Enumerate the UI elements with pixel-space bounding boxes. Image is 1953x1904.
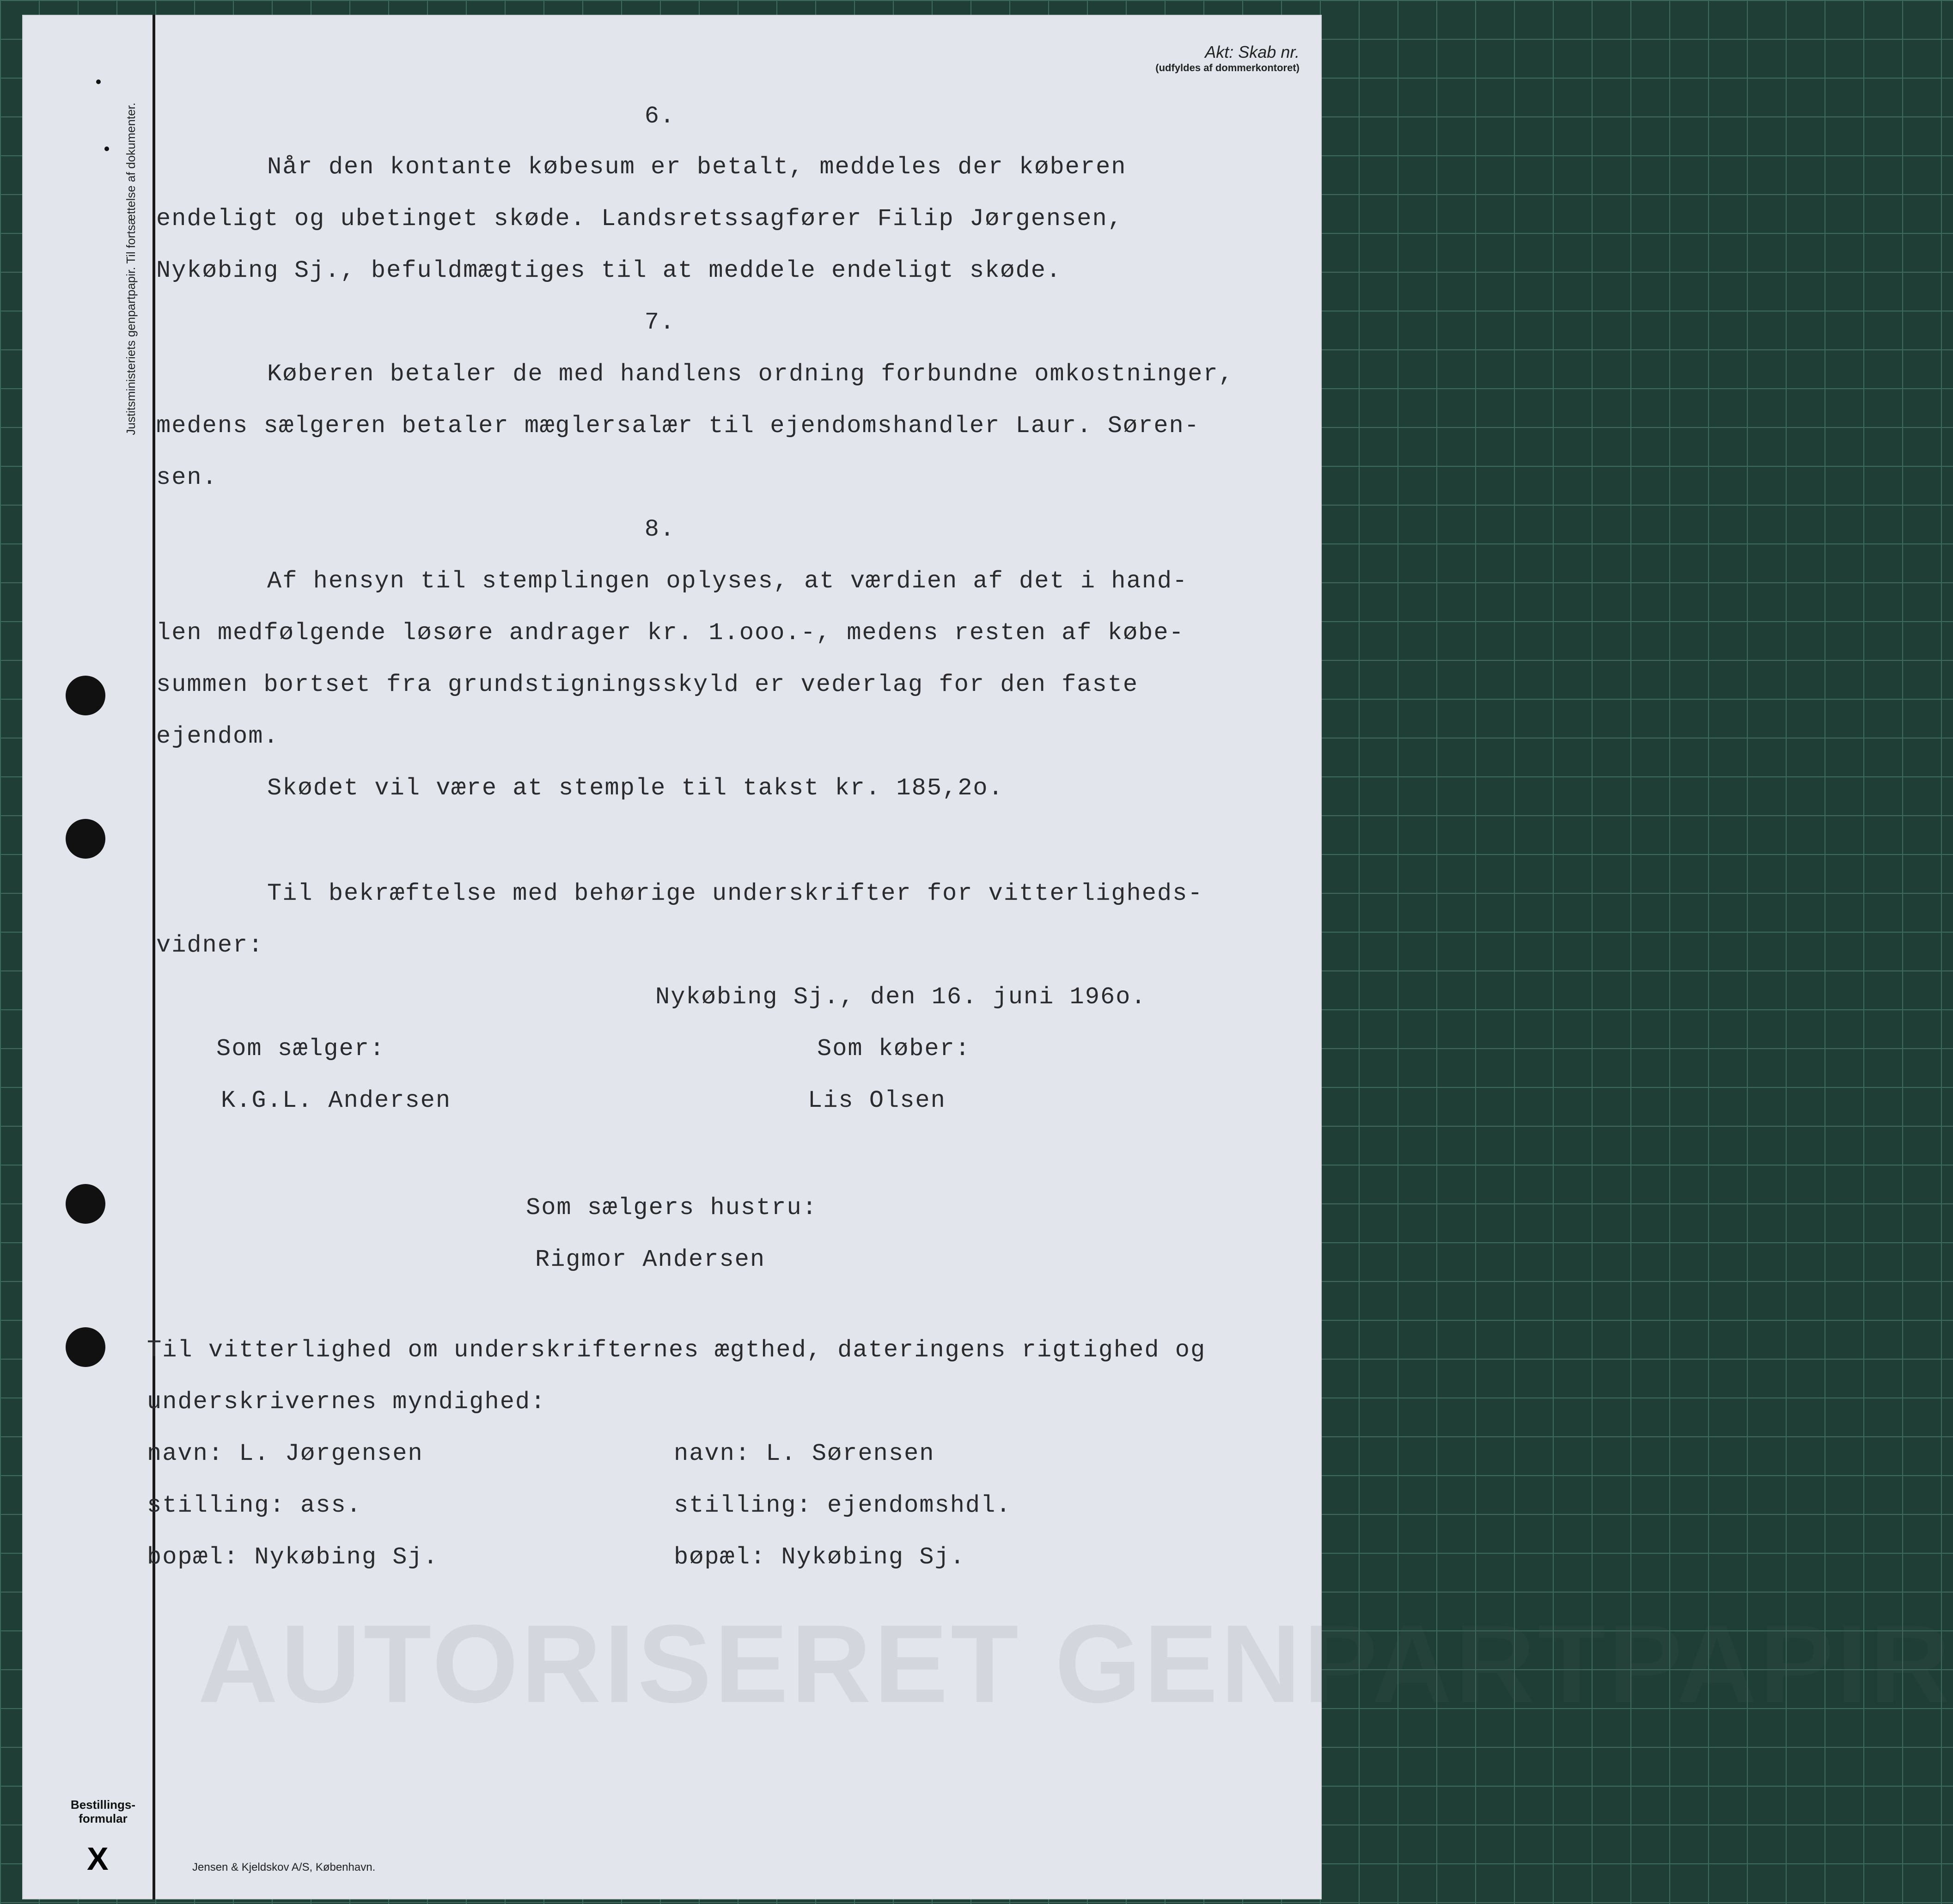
witness-2-residence: bøpæl: Nykøbing Sj. bbox=[674, 1544, 965, 1571]
paragraph-line: Skødet vil være at stemple til takst kr. 185,2o. bbox=[267, 775, 1004, 802]
witness-1-position: stilling: ass. bbox=[147, 1492, 362, 1519]
margin-rule bbox=[153, 15, 155, 1899]
buyer-name: Lis Olsen bbox=[808, 1087, 946, 1114]
date-line: Nykøbing Sj., den 16. juni 196o. bbox=[655, 983, 1147, 1011]
witness-1-name: navn: L. Jørgensen bbox=[147, 1440, 423, 1467]
margin-dot bbox=[104, 146, 109, 151]
paragraph-line: Køberen betaler de med handlens ordning forbundne omkostninger, bbox=[267, 360, 1234, 388]
order-form-text: Bestillings- formular bbox=[70, 1798, 136, 1825]
order-mark: X bbox=[87, 1841, 109, 1877]
section-number: 8. bbox=[644, 516, 676, 543]
wife-label: Som sælgers hustru: bbox=[526, 1194, 818, 1221]
paragraph-line: medens sælgeren betaler mæglersalær til ejendomshandler Laur. Søren- bbox=[156, 412, 1200, 439]
file-reference bbox=[1155, 43, 1300, 74]
paragraph-line: sen. bbox=[156, 464, 218, 491]
punch-hole bbox=[66, 1184, 105, 1224]
witness-intro-line: underskrivernes myndighed: bbox=[147, 1388, 546, 1416]
witness-2-name: navn: L. Sørensen bbox=[674, 1440, 935, 1467]
seller-label: Som sælger: bbox=[216, 1035, 385, 1062]
paragraph-line: Når den kontante købesum er betalt, meddeles der køberen bbox=[267, 153, 1127, 181]
ref-note: (udfyldes af dommerkontoret) bbox=[1155, 62, 1300, 73]
witness-intro-line: Til vitterlighed om underskrifternes ægthed, dateringens rigtighed og bbox=[147, 1336, 1206, 1364]
witness-2-position: stilling: ejendomshdl. bbox=[674, 1492, 1012, 1519]
wife-name: Rigmor Andersen bbox=[535, 1246, 766, 1273]
confirmation-line: Til bekræftelse med behørige underskrifter for vitterligheds- bbox=[267, 880, 1203, 907]
paragraph-line: Af hensyn til stemplingen oplyses, at værdien af det i hand- bbox=[267, 568, 1188, 595]
witness-1-residence: bopæl: Nykøbing Sj. bbox=[147, 1544, 439, 1571]
paragraph-line: len medfølgende løsøre andrager kr. 1.ooo.-, medens resten af købe- bbox=[156, 619, 1184, 647]
paragraph-line: endeligt og ubetinget skøde. Landsretssagfører Filip Jørgensen, bbox=[156, 205, 1123, 232]
punch-hole bbox=[66, 819, 105, 859]
margin-dot bbox=[96, 79, 101, 84]
buyer-label: Som køber: bbox=[817, 1035, 971, 1062]
punch-hole bbox=[66, 1327, 105, 1367]
paragraph-line: Nykøbing Sj., befuldmægtiges til at meddele endeligt skøde. bbox=[156, 257, 1062, 284]
order-form-label bbox=[55, 1798, 152, 1825]
seller-name: K.G.L. Andersen bbox=[221, 1087, 452, 1114]
punch-hole bbox=[66, 676, 105, 715]
printer-imprint: Jensen & Kjeldskov A/S, København. bbox=[192, 1861, 376, 1873]
section-number: 6. bbox=[644, 103, 676, 130]
paragraph-line: ejendom. bbox=[156, 723, 279, 750]
margin-text: Justitsministeriets genpartpapir. Til fortsættelse af dokumenter. bbox=[124, 103, 138, 435]
paragraph-line: summen bortset fra grundstigningsskyld er vederlag for den faste bbox=[156, 671, 1139, 698]
document-page bbox=[22, 15, 1953, 1899]
confirmation-line: vidner: bbox=[156, 932, 264, 959]
section-number: 7. bbox=[644, 309, 676, 336]
watermark-stamp: AUTORISERET GENPARTPAPIR bbox=[198, 1602, 1953, 1726]
ref-line: Akt: Skab nr. bbox=[1205, 43, 1300, 61]
